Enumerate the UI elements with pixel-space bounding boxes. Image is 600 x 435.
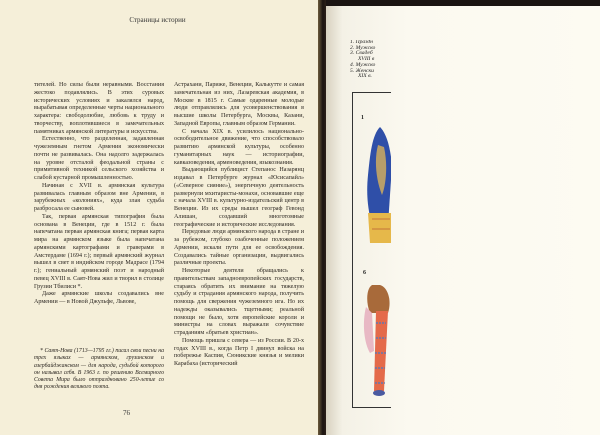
paragraph: С начала XIX в. усилилось национально-освободительное движение, что способствовало развитию армянской культуры, особенно гуманитарных наук — историографии, кавказоведения, арменоведения, языкознания. — [174, 128, 304, 166]
figure-label: 1 — [361, 115, 364, 121]
running-head: Страницы истории — [129, 16, 186, 24]
costume-illustration-1 — [358, 125, 391, 245]
footnote: * Саят-Нова (1713—1795 гг.) писал свои песни на трех языках — армянском, грузинском и азербайджанском — для народа, судьбой которого он называл себя. В 1963 г. по решению Всемирного Совета Мира было отпраздновано 250-летие со дня рождения великого поэта. — [34, 348, 164, 391]
caption: 4. Мужско — [350, 61, 376, 68]
paragraph: Естественно, что разделенная, задавленная чужеземным гнетом Армения экономически почти не развивалась. Она надолго задержалась на уровне отсталой феодальной страны с примитивной техникой сельского хозяйства и слабой кустарной промышленностью. — [34, 136, 164, 181]
paragraph: Даже армянские школы создавались вне Армении — в Новой Джульфе, Львове, — [34, 291, 164, 305]
paragraph: тителей. Но силы были неравными. Восстания жестоко подавлялись. В этих суровых исторических условиях и закалялся народ, вырабатывая определенные черты национального характера: свободолюбие, любовь к труду и творчеству, воплотившиеся в замечательных памятниках армянской литературы и искусства. — [34, 82, 164, 135]
paragraph: Выдающийся публицист Степанос Назарянц издавал в Петербурге журнал «Юсисапайл» («Северное сияние»), энергичную деятельность развернули мхитаристы-монахи, основавшие еще с начала XVIII в. культурно-издательский центр в Венеции. Из их среды вышел географ Гевонд Алишан, создавший многотомные географические и исторические исследования. — [174, 167, 304, 228]
caption: 2. Мужско — [350, 44, 376, 51]
paragraph: Астрахани, Париже, Венеции, Калькутте и самая замечательная из них, Лазаревская академия, в Москве в 1815 г. Самые одаренные молодые люди отправлялись для усовершенствования в высшие школы Петербурга, Москвы, Казани, Западной Европы, главным образом Германии. — [174, 82, 304, 127]
caption: XIX в. — [358, 73, 372, 80]
figure-label: 6 — [363, 270, 366, 276]
right-page — [326, 6, 600, 435]
page-number: 76 — [123, 409, 130, 417]
caption: 5. Женски — [350, 67, 374, 74]
paragraph: Начиная с XVII в. армянская культура развивалась главным образом вне Армении, в зарубежных «колониях», куда злая судьба разбросала ее сыновей. — [34, 182, 164, 212]
paragraph: Так, первая армянская типография была основана в Венеции, где в 1512 г. была напечатана первая армянская книга; первая карта мира на армянском языке была напечатана армянскими картографами и граверами в Амстердаме (1694 г.); первый армянский журнал вышел в свет в индийском городе Мадрасе (1794 г.); гениальный армянский поэт и народный певец XVIII в. Саят-Нова жил и творил в столице Грузии Тбилиси *. — [34, 213, 164, 290]
text-column-left — [34, 82, 164, 307]
book-gutter — [318, 0, 326, 435]
caption: 1. Праздн — [350, 40, 373, 45]
costume-plate — [352, 92, 391, 408]
paragraph: Помощь пришла с севера — из России. В 20-х годах XVIII в., когда Петр I двинул войска на побережье Каспия, Сюникские князья и мелики Карабаха (исторический — [174, 337, 304, 367]
caption: XVIII в — [358, 56, 375, 63]
caption: 3. Свадеб — [350, 50, 373, 57]
paragraph: Некоторые деятели обращались к правительствам западноевропейских государств, стараясь обратить их внимание на тяжелую судьбу и страдания армянского народа, получить помощь для свержения чужеземного ига. Но их надежды оказывались тщетными; реальной помощи не было, хотя европейские короли и министры на словах выражали сочувствие страданиям «братьев христиан». — [174, 268, 304, 336]
costume-illustration-6 — [358, 283, 391, 398]
text-column-middle — [174, 82, 304, 369]
paragraph: Передовые люди армянского народа в стране и за рубежом, глубоко озабоченные положением Армении, искали пути для ее освобождения. Создавались тайные организации, выдвигались различные проекты. — [174, 229, 304, 267]
caption-list — [350, 40, 388, 80]
